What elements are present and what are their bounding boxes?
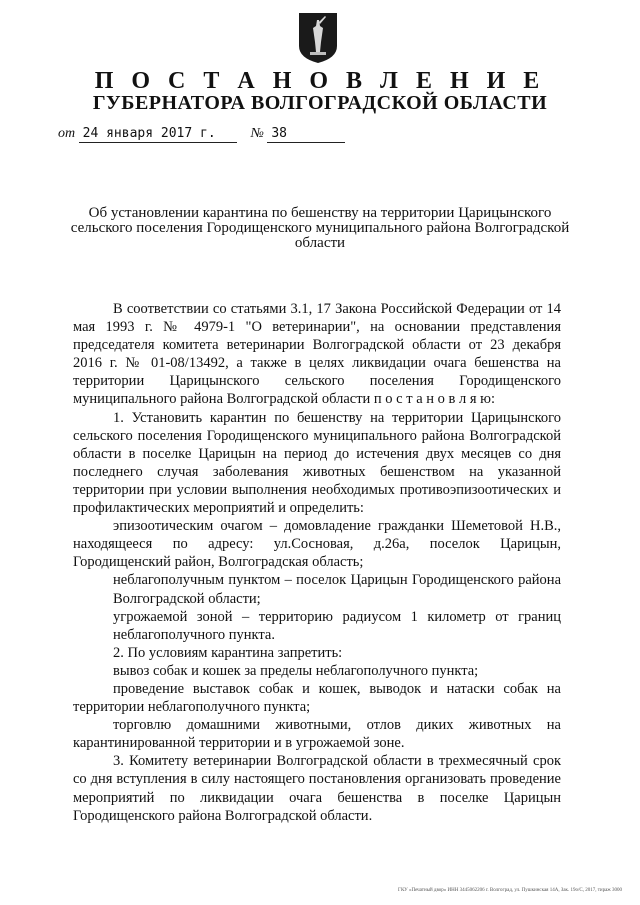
document-subject: Об установлении карантина по бешенству на территории Царицынского сельского поселения Городищенского муниципального района Волгоградской области xyxy=(70,205,570,251)
number-label: № xyxy=(250,126,264,141)
document-issuer: ГУБЕРНАТОРА ВОЛГОГРАДСКОЙ ОБЛАСТИ xyxy=(92,92,548,114)
document-dateline xyxy=(58,126,345,143)
paragraph-item-2: 2. По условиям карантина запретить: xyxy=(113,644,343,661)
document-body xyxy=(73,300,561,825)
paragraph-ban-export: вывоз собак и кошек за пределы неблагополучного пункта; xyxy=(113,662,479,679)
volgograd-emblem-icon xyxy=(298,12,338,64)
paragraph-epizootic-focus: эпизоотическим очагом – домовладение гражданки Шеметовой Н.В., находящееся по адресу: ул.Сосновая, д.26а, поселок Царицын, Городищенский район, Волгоградская область; xyxy=(73,518,561,571)
number-field: 38 xyxy=(267,126,345,143)
date-prefix: от xyxy=(58,126,76,141)
paragraph-item-3: 3. Комитету ветеринарии Волгоградской области в трехмесячный срок со дня вступления в силу настоящего постановления организовать проведение мероприятий по ликвидации очага бешенства в поселке Царицын Городищенского района Волгоградской области. xyxy=(73,753,561,824)
paragraph-threatened-zone: угрожаемой зоной – территорию радиусом 1 километр от границ неблагополучного пункта. xyxy=(113,608,561,643)
document-title: П О С Т А Н О В Л Е Н И Е xyxy=(94,68,546,94)
print-footer: ГКУ «Печатный двор» ИНН 3445062206 г. Волгоград, ул. Пушкинская 14А, Зак. 19о/С, 2017, тираж 3000 xyxy=(398,888,622,893)
paragraph-ban-exhibitions: проведение выставок собак и кошек, выводок и натаски собак на территории неблагополучного пункта; xyxy=(73,680,561,716)
paragraph-item-1: 1. Установить карантин по бешенству на территории Царицынского сельского поселения Городищенского муниципального района Волгоградской области в поселке Царицын на период до истечения двух месяцев со дня последнего случая заболевания животных бешенством на указанной территории при условии выполнения необходимых противоэпизоотических и профилактических мероприятий и определить: xyxy=(73,409,561,517)
paragraph-preamble: В соответствии со статьями 3.1, 17 Закона Российской Федерации от 14 мая 1993 г. № 4979-1 "О ветеринарии", на основании представления председателя комитета ветеринарии Волгоградской области от 23 декабря 2016 г. № 01-08/13492, а также в целях ликвидации очага бешенства на территории Царицынского сельского поселения Городищенского муниципального района Волгоградской области п о с т а н о в л я ю: xyxy=(73,301,561,408)
paragraph-unfavorable-point: неблагополучным пунктом – поселок Царицын Городищенского района Волгоградской области; xyxy=(113,572,561,607)
date-field: 24 января 2017 г. xyxy=(79,126,237,143)
paragraph-ban-trade: торговлю домашними животными, отлов диких животных на карантинированной территории и в угрожаемой зоне. xyxy=(73,717,561,752)
